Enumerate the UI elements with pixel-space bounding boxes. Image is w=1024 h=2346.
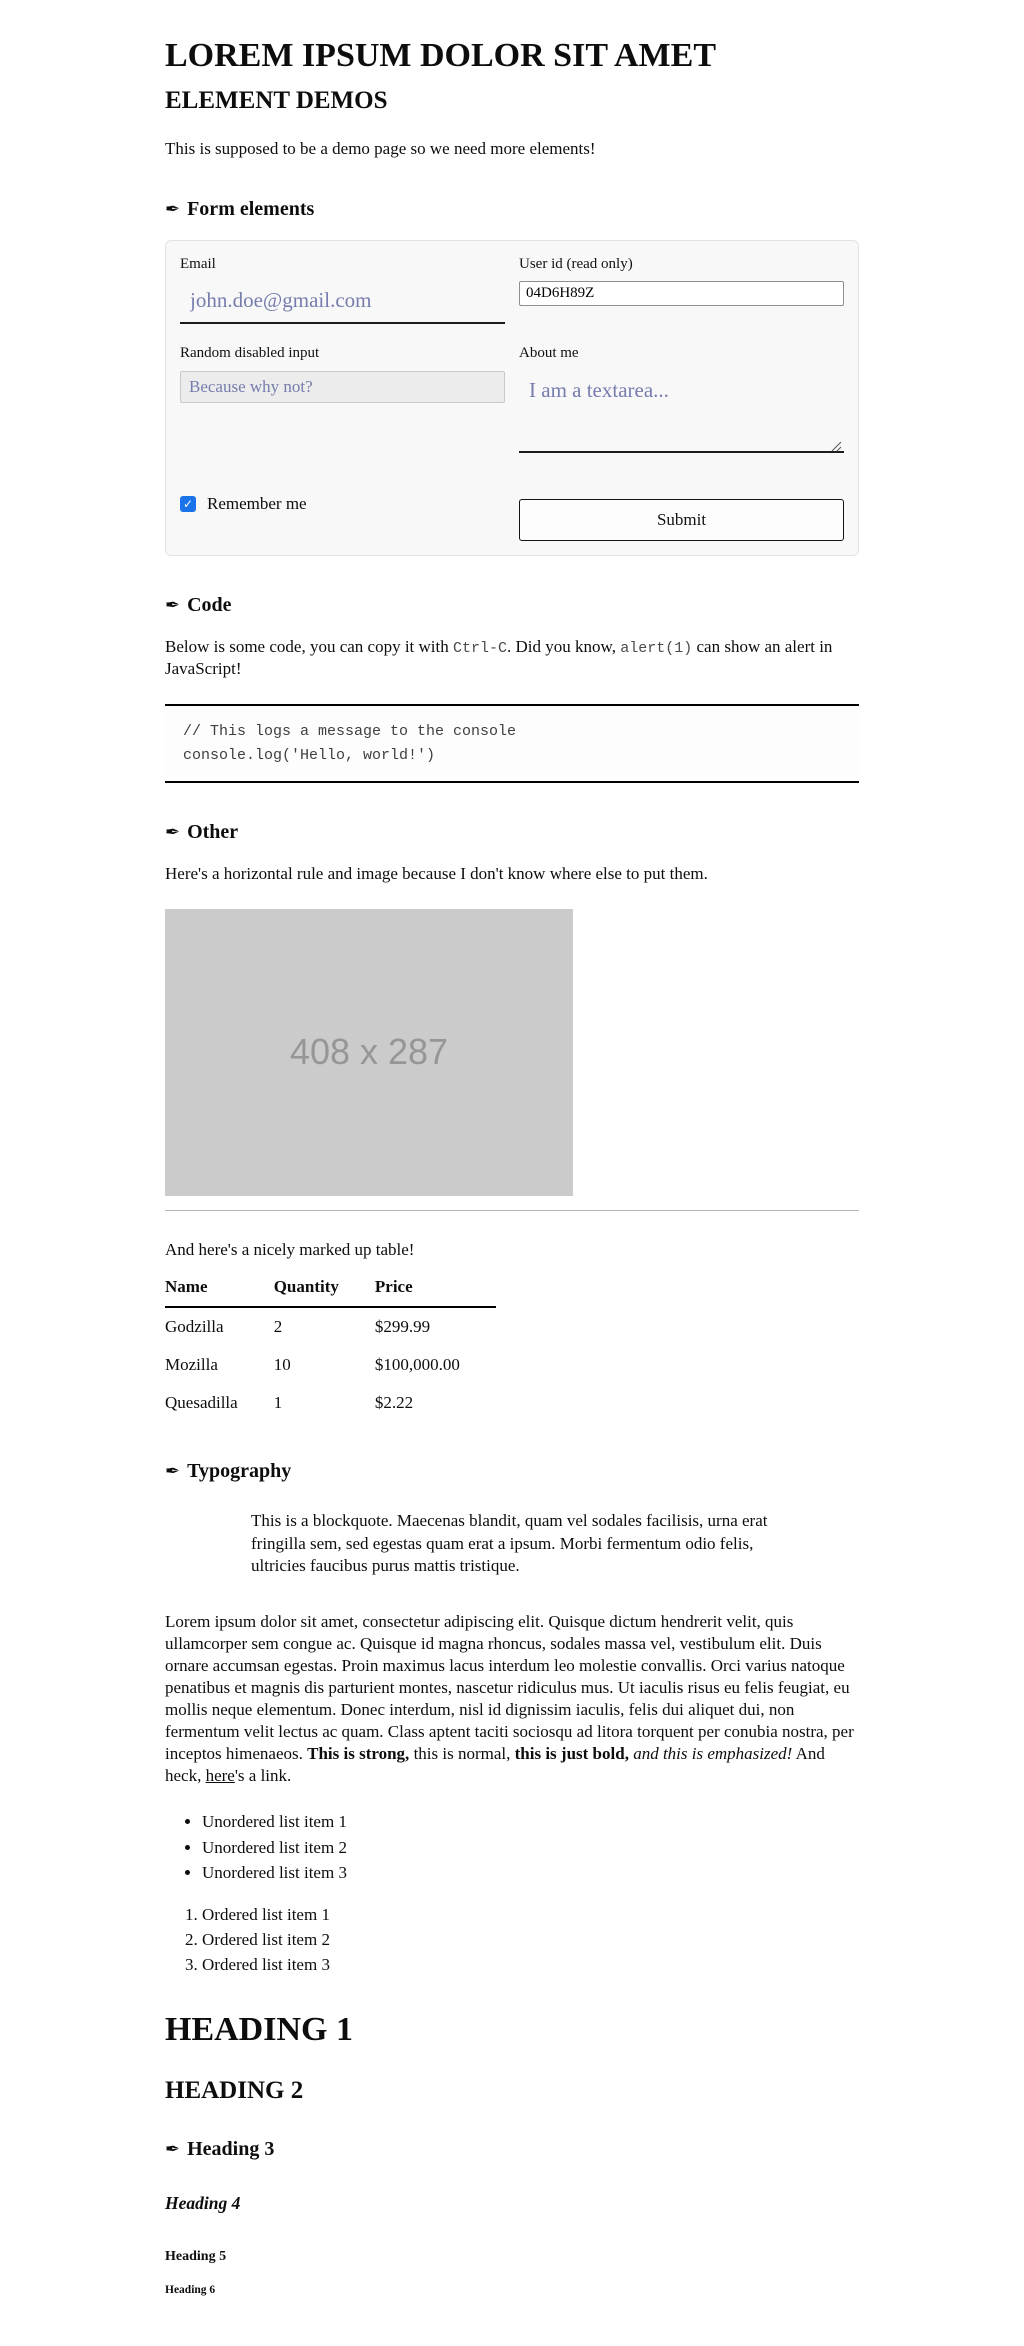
code-line: console.log('Hello, world!') (183, 746, 436, 764)
table-header-price: Price (375, 1274, 496, 1307)
email-field-group (180, 255, 505, 325)
disabled-input-label: Random disabled input (180, 345, 320, 362)
demo-heading-4: Heading 4 (165, 2192, 241, 2213)
email-label: Email (180, 255, 216, 272)
table-header-name: Name (165, 1274, 274, 1307)
resize-handle-icon[interactable] (831, 441, 842, 452)
user-id-field-group (519, 255, 844, 325)
page-title: LOREM IPSUM DOLOR SIT AMET (165, 37, 717, 74)
heading-label: Heading 3 (187, 2137, 275, 2160)
strong-text: This is strong, (307, 1744, 410, 1764)
pen-nib-icon: ✒ (165, 198, 181, 220)
table-cell: $100,000.00 (374, 1355, 460, 1375)
submit-button[interactable]: Submit (519, 499, 844, 541)
horizontal-rule (165, 1210, 859, 1211)
emphasized-text: and this is emphasized! (628, 1744, 793, 1764)
remember-me-checkbox[interactable] (180, 496, 196, 512)
about-me-textarea[interactable] (519, 371, 844, 453)
ordered-list (165, 1904, 859, 1976)
demo-heading-6: Heading 6 (165, 2283, 216, 2296)
table-header-row (165, 1274, 496, 1307)
demo-heading-3 (165, 2136, 859, 2162)
disabled-field-group (180, 344, 505, 459)
demo-form (165, 240, 859, 556)
intro-paragraph: This is supposed to be a demo page so we need more elements! (165, 138, 596, 158)
code-intro-text: . Did you know, (507, 636, 621, 656)
page-subtitle: ELEMENT DEMOS (165, 87, 388, 115)
code-line: // This logs a message to the console (183, 723, 517, 741)
checkmark-icon: ✓ (182, 496, 194, 511)
demo-heading-1: HEADING 1 (165, 2011, 353, 2049)
strong-text: this is just bold, (514, 1744, 629, 1764)
page-content (165, 0, 859, 2346)
table-intro-paragraph: And here's a nicely marked up table! (165, 1239, 415, 1259)
inline-code-ctrl-c: Ctrl-C (453, 639, 508, 657)
pen-nib-icon: ✒ (165, 1461, 181, 1483)
table-row (165, 1384, 496, 1422)
section-heading-label: Other (187, 820, 239, 843)
list-item: • Unordered list item 1 (202, 1811, 859, 1833)
paragraph-text: Lorem ipsum dolor sit amet, consectetur adipiscing elit. Quisque dictum hendrerit velit, quis ullamcorper sem congue ac. Quisque id magna rhoncus, sodales massa vel, vestibulum elit. Duis ornare accumsan egestas. Proin maximus lacus interdum leo molestie convallis. Orci varius natoque penatibus et magnis dis parturient montes, nascetur ridiculus mus. Ut iaculis risus eu felis feugiat, eu mollis neque elementum. Donec interdum, nisl id dignissim iaculis, felis dui aliquet dui, non fermentum velit lectus ac quam. Class aptent taciti sociosqu ad litora torquent per conubia nostra, per inceptos himenaeos. (165, 1611, 854, 1764)
table-cell: $2.22 (374, 1393, 414, 1413)
section-heading-typography (165, 1458, 859, 1484)
blockquote: This is a blockquote. Maecenas blandit, quam vel sodales facilisis, urna erat fringilla sem, sed egestas quam erat a ipsum. Morbi fermentum odio felis, ultricies faucibus purus mattis tristique. (251, 1511, 768, 1575)
list-item: • Unordered list item 2 (202, 1837, 859, 1859)
inline-link[interactable]: here (205, 1766, 235, 1786)
unordered-list (165, 1811, 859, 1883)
pen-nib-icon: ✒ (165, 2138, 181, 2160)
inline-code-alert: alert(1) (620, 639, 693, 657)
table-header-quantity: Quantity (274, 1274, 375, 1307)
user-id-label: User id (read only) (519, 255, 633, 272)
list-item: 1. Ordered list item 1 (202, 1904, 859, 1926)
placeholder-image-label: 408 x 287 (289, 1031, 449, 1073)
section-heading-label: Code (187, 593, 232, 616)
remember-me-label: Remember me (207, 493, 307, 513)
code-block[interactable] (165, 704, 859, 783)
about-me-textarea-wrap (519, 371, 844, 459)
demo-heading-2: HEADING 2 (165, 2077, 304, 2105)
list-item: 2. Ordered list item 2 (202, 1929, 859, 1951)
section-heading-code (165, 592, 859, 618)
placeholder-image (165, 909, 573, 1196)
table-cell: $299.99 (374, 1317, 431, 1337)
other-intro-paragraph: Here's a horizontal rule and image because I don't know where else to put them. (165, 863, 708, 883)
paragraph-text: And heck, (165, 1744, 825, 1786)
table-cell: 2 (273, 1317, 283, 1337)
email-input[interactable] (180, 281, 505, 324)
demo-heading-5: Heading 5 (165, 2249, 227, 2265)
pen-nib-icon: ✒ (165, 821, 181, 843)
list-item: 3. Ordered list item 3 (202, 1954, 859, 1976)
demo-table (165, 1274, 496, 1422)
section-heading-label: Typography (187, 1460, 292, 1483)
paragraph-text: this is normal, (409, 1744, 515, 1764)
section-heading-other (165, 819, 859, 845)
table-cell: 1 (273, 1393, 283, 1413)
table-row (165, 1346, 496, 1384)
code-intro-text: Below is some code, you can copy it with (165, 636, 454, 656)
table-cell: Quesadilla (165, 1393, 238, 1413)
code-intro-paragraph (165, 636, 859, 681)
table-cell: Mozilla (165, 1355, 218, 1375)
paragraph-text: 's a link. (234, 1766, 292, 1786)
section-heading-label: Form elements (187, 197, 315, 220)
user-id-input[interactable] (519, 281, 844, 306)
table-cell: Godzilla (165, 1317, 224, 1337)
table-cell: 10 (273, 1355, 291, 1375)
remember-me-row[interactable] (180, 493, 505, 515)
random-disabled-input (180, 371, 505, 403)
pen-nib-icon: ✒ (165, 594, 181, 616)
table-row (165, 1307, 496, 1346)
about-me-label: About me (519, 345, 579, 362)
section-heading-form-elements (165, 196, 859, 222)
lorem-paragraph (165, 1611, 859, 1788)
about-me-field-group (519, 344, 844, 459)
code-intro-text: can show an alert in JavaScript! (165, 636, 833, 679)
list-item: • Unordered list item 3 (202, 1862, 859, 1884)
